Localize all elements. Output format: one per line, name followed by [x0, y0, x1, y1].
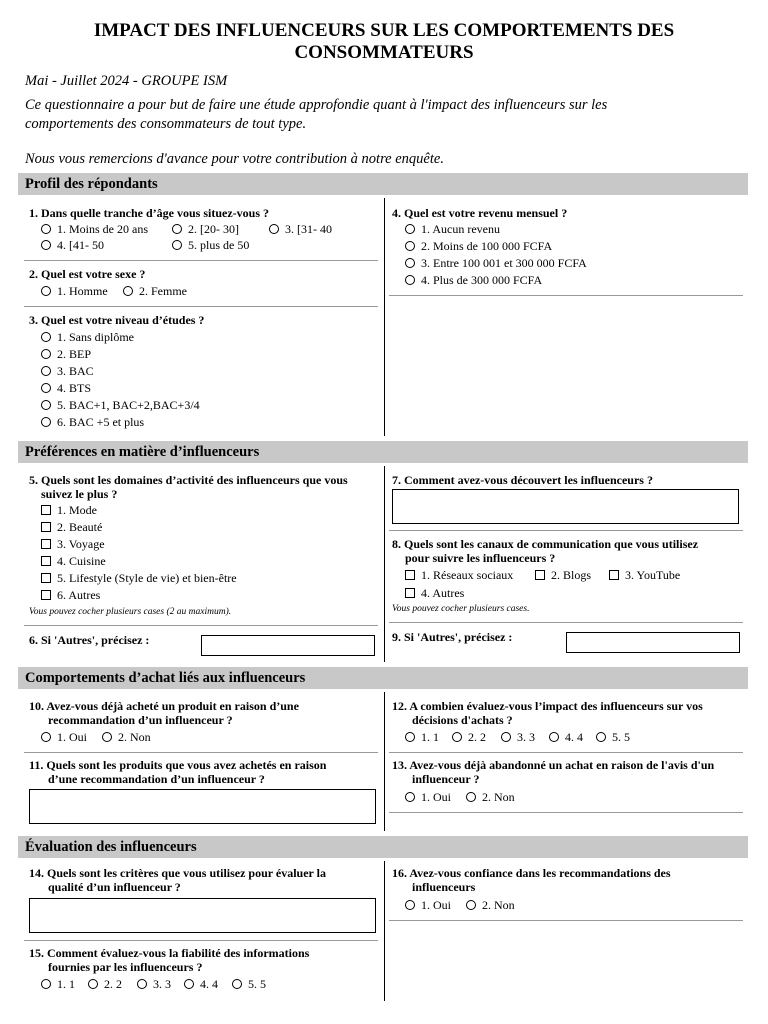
intro-line-1: Ce questionnaire a pour but de faire une étude approfondie quant à l'impact des influenceurs sur les: [25, 97, 608, 113]
page-title: [0, 20, 768, 64]
q4-option-1[interactable]: 1. Aucun revenu: [405, 221, 500, 237]
q8-label-line-1: 8. Quels sont les canaux de communication que vous utilisez: [392, 537, 699, 551]
column-divider: [384, 692, 385, 831]
checkbox-icon[interactable]: [41, 522, 51, 532]
q9-input[interactable]: [566, 632, 740, 653]
checkbox-icon[interactable]: [535, 570, 545, 580]
q15-option-2[interactable]: 2. 2: [88, 976, 122, 992]
q12-option-1[interactable]: 1. 1: [405, 729, 439, 745]
q11-label-line-1: 11. Quels sont les produits que vous avez achetés en raison: [29, 758, 327, 772]
radio-icon[interactable]: [41, 240, 51, 250]
intro-line-2: comportements des consommateurs de tout type.: [25, 116, 307, 132]
checkbox-icon[interactable]: [41, 539, 51, 549]
q12-option-3[interactable]: 3. 3: [501, 729, 535, 745]
divider: [24, 260, 378, 261]
q5-label-line-2: suivez le plus ?: [41, 487, 118, 501]
radio-icon[interactable]: [405, 241, 415, 251]
q15-option-5[interactable]: 5. 5: [232, 976, 266, 992]
q13-option-2[interactable]: 2. Non: [466, 789, 515, 805]
divider: [389, 920, 743, 921]
checkbox-icon[interactable]: [41, 590, 51, 600]
thanks-text: Nous vous remercions d'avance pour votre contribution à notre enquête.: [25, 151, 444, 167]
q9-label: 9. Si 'Autres', précisez :: [392, 630, 513, 644]
q13-option-1[interactable]: 1. Oui: [405, 789, 451, 805]
radio-icon[interactable]: [41, 732, 51, 742]
radio-icon[interactable]: [41, 417, 51, 427]
radio-icon[interactable]: [452, 732, 462, 742]
q11-input[interactable]: [29, 789, 376, 824]
q15-option-3[interactable]: 3. 3: [137, 976, 171, 992]
q1-option-3[interactable]: 3. [31- 40: [269, 221, 332, 237]
q1-option-4[interactable]: 4. [41- 50: [41, 237, 104, 253]
checkbox-icon[interactable]: [41, 505, 51, 515]
radio-icon[interactable]: [41, 400, 51, 410]
radio-icon[interactable]: [405, 258, 415, 268]
divider: [24, 940, 378, 941]
q3-option-5[interactable]: 5. BAC+1, BAC+2,BAC+3/4: [41, 397, 200, 413]
radio-icon[interactable]: [269, 224, 279, 234]
column-divider: [384, 198, 385, 436]
section-evaluation: Évaluation des influenceurs: [18, 836, 748, 858]
q14-input[interactable]: [29, 898, 376, 933]
q4-option-3[interactable]: 3. Entre 100 001 et 300 000 FCFA: [405, 255, 587, 271]
radio-icon[interactable]: [466, 792, 476, 802]
radio-icon[interactable]: [41, 366, 51, 376]
q12-label-line-1: 12. A combien évaluez-vous l’impact des influenceurs sur vos: [392, 699, 703, 713]
checkbox-icon[interactable]: [405, 570, 415, 580]
q2-label: 2. Quel est votre sexe ?: [29, 267, 146, 281]
q5-option-4[interactable]: 4. Cuisine: [41, 553, 106, 569]
divider: [389, 752, 743, 753]
q8-option-3[interactable]: 3. YouTube: [609, 567, 680, 583]
q7-label: 7. Comment avez-vous découvert les influenceurs ?: [392, 473, 653, 487]
radio-icon[interactable]: [41, 383, 51, 393]
radio-icon[interactable]: [596, 732, 606, 742]
q3-option-1[interactable]: 1. Sans diplôme: [41, 329, 134, 345]
q6-label: 6. Si 'Autres', précisez :: [29, 633, 150, 647]
q4-label: 4. Quel est votre revenu mensuel ?: [392, 206, 568, 220]
radio-icon[interactable]: [405, 792, 415, 802]
q15-option-1[interactable]: 1. 1: [41, 976, 75, 992]
q15-option-4[interactable]: 4. 4: [184, 976, 218, 992]
radio-icon[interactable]: [41, 979, 51, 989]
radio-icon[interactable]: [88, 979, 98, 989]
q10-label-line-1: 10. Avez-vous déjà acheté un produit en raison d’une: [29, 699, 299, 713]
radio-icon[interactable]: [501, 732, 511, 742]
divider: [389, 812, 743, 813]
radio-icon[interactable]: [232, 979, 242, 989]
radio-icon[interactable]: [549, 732, 559, 742]
q5-option-2[interactable]: 2. Beauté: [41, 519, 102, 535]
section-comportements: Comportements d’achat liés aux influenceurs: [18, 667, 748, 689]
radio-icon[interactable]: [123, 286, 133, 296]
q12-option-2[interactable]: 2. 2: [452, 729, 486, 745]
section-profil: Profil des répondants: [18, 173, 748, 195]
title-line-2: CONSOMMATEURS: [294, 42, 474, 63]
q2-option-2[interactable]: 2. Femme: [123, 283, 187, 299]
q3-option-4[interactable]: 4. BTS: [41, 380, 91, 396]
q16-option-1[interactable]: 1. Oui: [405, 897, 451, 913]
q14-label-line-2: qualité d’un influenceur ?: [48, 880, 181, 894]
q14-label-line-1: 14. Quels sont les critères que vous utilisez pour évaluer la: [29, 866, 326, 880]
radio-icon[interactable]: [405, 900, 415, 910]
column-divider: [384, 466, 385, 662]
radio-icon[interactable]: [41, 332, 51, 342]
q5-label-line-1: 5. Quels sont les domaines d’activité des influenceurs que vous: [29, 473, 348, 487]
checkbox-icon[interactable]: [41, 573, 51, 583]
q8-label-line-2: pour suivre les influenceurs ?: [405, 551, 556, 565]
divider: [389, 530, 743, 531]
column-divider: [384, 861, 385, 1001]
q1-option-2[interactable]: 2. [20- 30]: [172, 221, 239, 237]
q3-option-3[interactable]: 3. BAC: [41, 363, 94, 379]
radio-icon[interactable]: [137, 979, 147, 989]
q15-label-line-2: fournies par les influenceurs ?: [48, 960, 203, 974]
q8-option-4[interactable]: 4. Autres: [405, 585, 464, 601]
q4-option-2[interactable]: 2. Moins de 100 000 FCFA: [405, 238, 552, 254]
q5-option-3[interactable]: 3. Voyage: [41, 536, 105, 552]
q7-input[interactable]: [392, 489, 739, 524]
q5-note: Vous pouvez cocher plusieurs cases (2 au maximum).: [29, 607, 232, 617]
q3-option-6[interactable]: 6. BAC +5 et plus: [41, 414, 144, 430]
radio-icon[interactable]: [184, 979, 194, 989]
divider: [389, 622, 743, 623]
q1-label: 1. Dans quelle tranche d’âge vous situez-vous ?: [29, 206, 270, 220]
radio-icon[interactable]: [102, 732, 112, 742]
q13-label-line-2: influenceur ?: [412, 772, 480, 786]
radio-icon[interactable]: [41, 349, 51, 359]
q16-option-2[interactable]: 2. Non: [466, 897, 515, 913]
q12-option-5[interactable]: 5. 5: [596, 729, 630, 745]
radio-icon[interactable]: [41, 286, 51, 296]
q3-option-2[interactable]: 2. BEP: [41, 346, 91, 362]
radio-icon[interactable]: [172, 240, 182, 250]
divider: [24, 752, 378, 753]
checkbox-icon[interactable]: [405, 588, 415, 598]
q12-label-line-2: décisions d'achats ?: [412, 713, 513, 727]
q1-option-1[interactable]: 1. Moins de 20 ans: [41, 221, 148, 237]
q10-option-2[interactable]: 2. Non: [102, 729, 151, 745]
q8-option-2[interactable]: 2. Blogs: [535, 567, 591, 583]
q2-option-1[interactable]: 1. Homme: [41, 283, 108, 299]
q10-option-1[interactable]: 1. Oui: [41, 729, 87, 745]
radio-icon[interactable]: [405, 275, 415, 285]
q12-option-4[interactable]: 4. 4: [549, 729, 583, 745]
q15-label-line-1: 15. Comment évaluez-vous la fiabilité des informations: [29, 946, 310, 960]
checkbox-icon[interactable]: [41, 556, 51, 566]
radio-icon[interactable]: [466, 900, 476, 910]
q5-option-6[interactable]: 6. Autres: [41, 587, 100, 603]
q5-option-1[interactable]: 1. Mode: [41, 502, 97, 518]
checkbox-icon[interactable]: [609, 570, 619, 580]
subtitle: Mai - Juillet 2024 - GROUPE ISM: [25, 73, 228, 89]
q3-label: 3. Quel est votre niveau d’études ?: [29, 313, 205, 327]
title-line-1: IMPACT DES INFLUENCEURS SUR LES COMPORTEMENTS DES: [93, 20, 675, 41]
q8-option-1[interactable]: 1. Réseaux sociaux: [405, 567, 513, 583]
radio-icon[interactable]: [405, 224, 415, 234]
q16-label-line-2: influenceurs: [412, 880, 476, 894]
q16-label-line-1: 16. Avez-vous confiance dans les recommandations des: [392, 866, 671, 880]
q13-label-line-1: 13. Avez-vous déjà abandonné un achat en raison de l'avis d'un: [392, 758, 715, 772]
q5-option-5[interactable]: 5. Lifestyle (Style de vie) et bien-être: [41, 570, 237, 586]
q4-option-4[interactable]: 4. Plus de 300 000 FCFA: [405, 272, 542, 288]
divider: [389, 295, 743, 296]
radio-icon[interactable]: [41, 224, 51, 234]
q6-input[interactable]: [201, 635, 375, 656]
section-preferences: Préférences en matière d’influenceurs: [18, 441, 748, 463]
divider: [24, 625, 378, 626]
q1-option-5[interactable]: 5. plus de 50: [172, 237, 249, 253]
q10-label-line-2: recommandation d’un influenceur ?: [48, 713, 233, 727]
divider: [24, 306, 378, 307]
q11-label-line-2: d’une recommandation d’un influenceur ?: [48, 772, 265, 786]
radio-icon[interactable]: [172, 224, 182, 234]
radio-icon[interactable]: [405, 732, 415, 742]
q8-note: Vous pouvez cocher plusieurs cases.: [392, 604, 530, 614]
